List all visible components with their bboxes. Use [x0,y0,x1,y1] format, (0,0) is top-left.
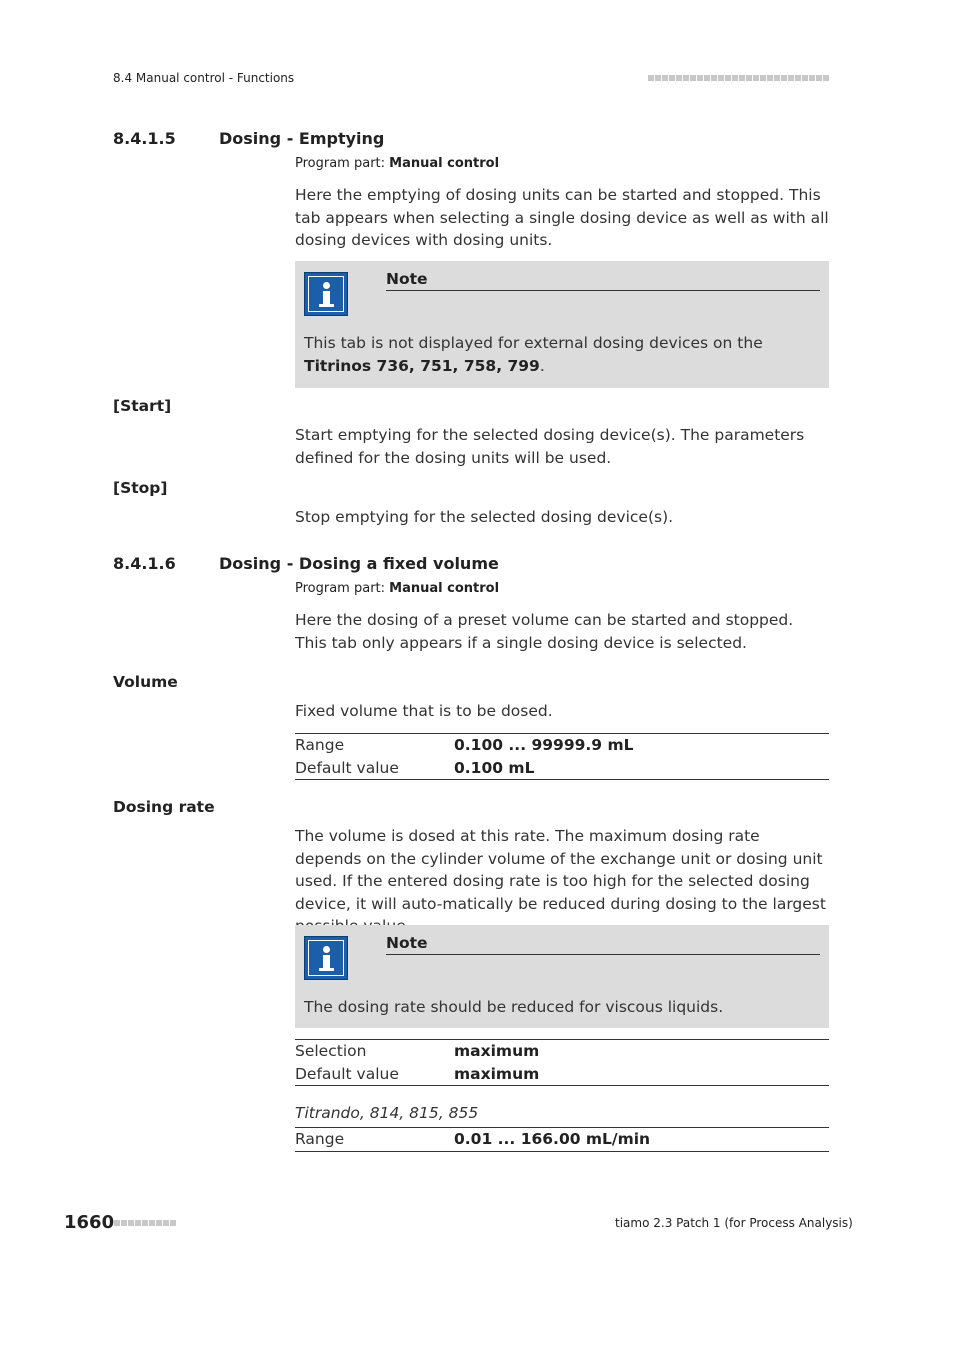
table-key: Selection [295,1042,367,1060]
table-key: Range [295,1130,345,1148]
program-part-label: Program part: [295,156,390,171]
section-number: 8.4.1.6 [113,554,176,573]
program-part-value: Manual control [389,581,500,596]
program-part-value: Manual control [389,156,500,171]
intro-paragraph: Here the dosing of a preset volume can be started and stopped. This tab only appears if a single dosing device is selected. [295,611,794,652]
volume-label: Volume [113,673,178,691]
dosing-rate-table [295,1039,829,1086]
intro-paragraph: Here the emptying of dosing units can be started and stopped. This tab appears when selecting a single dosing device as well as with all dosing devices with dosing units. [295,186,829,249]
table-value: maximum [454,1042,540,1060]
table-row [295,1063,829,1086]
section-number: 8.4.1.5 [113,129,176,148]
program-part [295,581,499,596]
table-row [295,734,829,757]
note-title: Note [386,270,820,291]
table-value: 0.100 ... 99999.9 mL [454,736,634,754]
table-value: 0.01 ... 166.00 mL/min [454,1130,651,1148]
header-decoration [648,75,829,81]
table-key: Range [295,736,345,754]
stop-label: [Stop] [113,479,168,497]
note-text: The dosing rate should be reduced for viscous liquids. [304,998,724,1016]
note-title: Note [386,934,820,955]
table-value: maximum [454,1064,540,1083]
volume-description: Fixed volume that is to be dosed. [295,702,553,720]
note-text: This tab is not displayed for external dosing devices on the Titrinos 736, 751, 758, 799. [304,334,763,375]
device-range-table [295,1127,829,1152]
start-description: Start emptying for the selected dosing device(s). The parameters defined for the dosing units will be used. [295,426,805,467]
dosing-rate-description: The volume is dosed at this rate. The maximum dosing rate depends on the cylinder volume of the exchange unit or dosing unit used. If the entered dosing rate is too high for the selected dosing device, it will auto-matically be reduced during dosing to the largest [295,827,826,913]
section-title: Dosing - Dosing a fixed volume [219,554,499,573]
info-icon [304,936,348,980]
note-box [295,261,829,388]
note-box [295,925,829,1028]
table-row [295,1128,829,1151]
footer-decoration [114,1220,176,1226]
dosing-rate-label: Dosing rate [113,798,215,816]
volume-table [295,733,829,780]
table-row [295,1040,829,1063]
stop-description: Stop emptying for the selected dosing device(s). [295,508,674,526]
section-title: Dosing - Emptying [219,129,385,148]
device-group-label: Titrando, 814, 815, 855 [295,1104,479,1122]
page-number: 1660 [64,1212,115,1233]
start-label: [Start] [113,397,172,415]
program-part [295,156,499,171]
table-value: 0.100 mL [454,758,535,777]
table-key: Default value [295,1064,399,1083]
table-row [295,757,829,780]
info-icon [304,272,348,316]
product-name: tiamo 2.3 Patch 1 (for Process Analysis) [615,1216,853,1230]
program-part-label: Program part: [295,581,390,596]
table-key: Default value [295,758,399,777]
running-header: 8.4 Manual control - Functions [113,71,295,85]
